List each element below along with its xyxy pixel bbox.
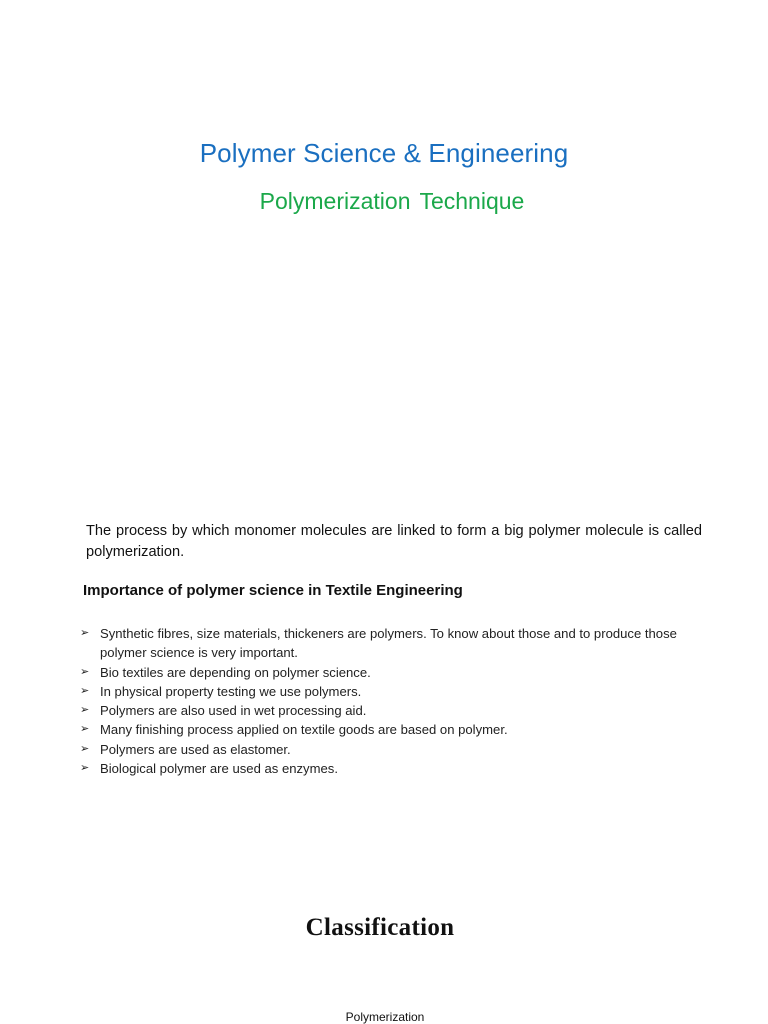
main-title: Polymer Science & Engineering — [199, 138, 569, 168]
list-item-text: Synthetic fibres, size materials, thickeners are polymers. To know about those and to produce those polymer science is very important. — [100, 626, 677, 661]
importance-heading: Importance of polymer science in Textile Engineering — [83, 582, 463, 599]
list-item — [78, 759, 718, 778]
arrowhead-bullet-icon: ➢ — [80, 723, 90, 736]
list-item-text: In physical property testing we use polymers. — [100, 683, 362, 699]
intro-paragraph: The process by which monomer molecules are linked to form a big polymer molecule is called polymerization. — [86, 523, 702, 560]
arrowhead-bullet-icon: ➢ — [80, 627, 90, 639]
list-item-text: Polymers are also used in wet processing aid. — [100, 703, 367, 719]
arrowhead-bullet-icon: ➢ — [80, 742, 90, 755]
sub-title: Polymerization Technique — [259, 188, 525, 214]
importance-bullet-list — [78, 624, 718, 778]
list-item — [78, 682, 718, 701]
list-item-text: Bio textiles are depending on polymer science. — [100, 664, 371, 680]
list-item — [78, 663, 718, 682]
arrowhead-bullet-icon: ➢ — [80, 665, 90, 678]
list-item — [78, 701, 718, 720]
list-item — [78, 720, 718, 739]
list-item — [78, 740, 718, 759]
footer-label: Polymerization — [345, 1010, 425, 1024]
list-item-text: Many finishing process applied on textile goods are based on polymer. — [100, 722, 508, 738]
list-item — [78, 624, 718, 663]
arrowhead-bullet-icon: ➢ — [80, 704, 90, 717]
arrowhead-bullet-icon: ➢ — [80, 762, 90, 775]
list-item-text: Polymers are used as elastomer. — [100, 741, 291, 757]
classification-heading: Classification — [305, 914, 455, 941]
arrowhead-bullet-icon: ➢ — [80, 684, 90, 697]
list-item-text: Biological polymer are used as enzymes. — [100, 761, 338, 777]
